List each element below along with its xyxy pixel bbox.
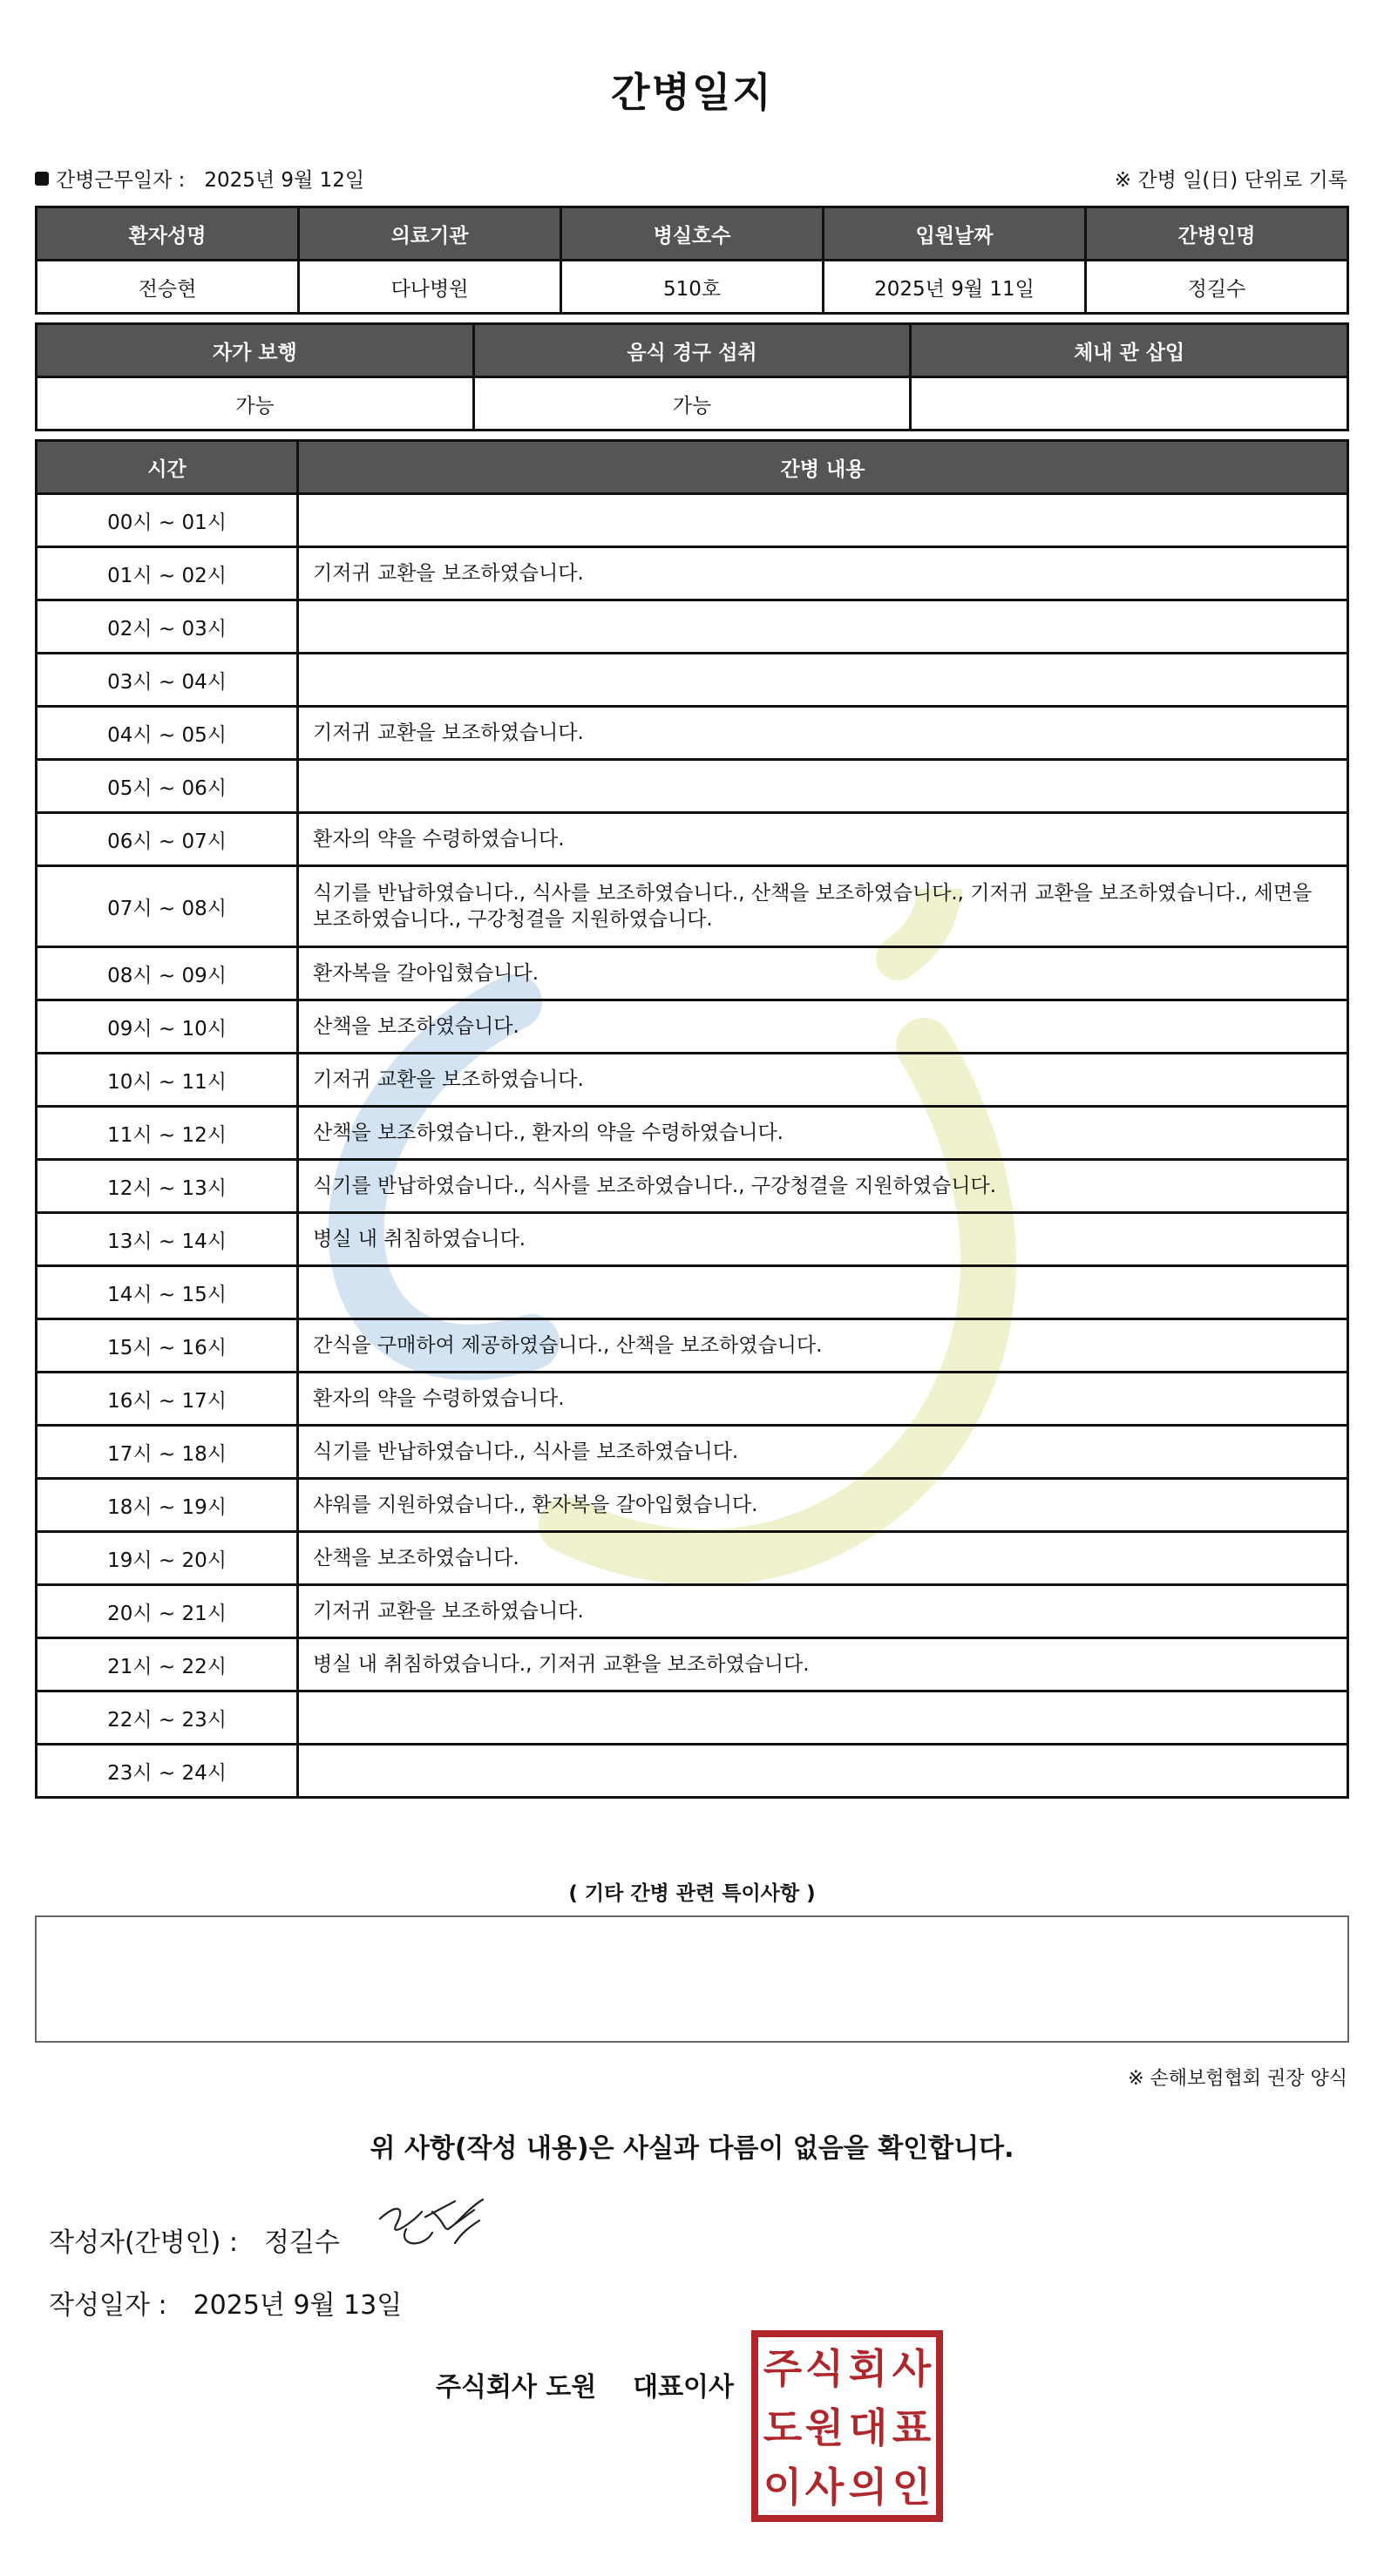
svg-text:인: 인 [892, 2464, 932, 2511]
writer-name: 정길수 [263, 2227, 340, 2258]
log-content-cell: 기저귀 교환을 보조하였습니다. [298, 547, 1348, 600]
log-row [37, 600, 1348, 654]
write-date-row [49, 2283, 402, 2322]
log-content-cell [298, 760, 1348, 813]
svg-text:사: 사 [804, 2464, 845, 2511]
content-column-header: 간병 내용 [298, 441, 1348, 494]
write-date-value: 2025년 9월 13일 [193, 2290, 403, 2321]
log-time-cell: 09시 ~ 10시 [37, 1000, 298, 1054]
confirmation-statement: 위 사항(작성 내용)은 사실과 다름이 없음을 확인합니다. [370, 2133, 1014, 2164]
log-time-cell: 14시 ~ 15시 [37, 1266, 298, 1319]
patient-info-table [35, 206, 1349, 315]
self-walking-cell: 가능 [37, 377, 474, 430]
work-date-label: 간병근무일자 : [56, 169, 186, 192]
log-time-cell: 05시 ~ 06시 [37, 760, 298, 813]
log-content-cell: 병실 내 취침하였습니다., 기저귀 교환을 보조하였습니다. [298, 1638, 1348, 1691]
svg-text:사: 사 [892, 2345, 932, 2392]
log-time-cell: 16시 ~ 17시 [37, 1373, 298, 1426]
log-time-cell: 10시 ~ 11시 [37, 1054, 298, 1107]
log-row [37, 1691, 1348, 1745]
log-content-cell [298, 654, 1348, 707]
log-row [37, 1054, 1348, 1107]
log-time-cell: 22시 ~ 23시 [37, 1691, 298, 1745]
log-time-cell: 13시 ~ 14시 [37, 1213, 298, 1266]
log-content-cell: 기저귀 교환을 보조하였습니다. [298, 707, 1348, 760]
log-row [37, 1745, 1348, 1798]
log-time-cell: 15시 ~ 16시 [37, 1319, 298, 1373]
log-content-cell: 기저귀 교환을 보조하였습니다. [298, 1585, 1348, 1638]
log-time-cell: 02시 ~ 03시 [37, 600, 298, 654]
time-column-header: 시간 [37, 441, 298, 494]
log-content-cell: 샤워를 지원하였습니다., 환자복을 갈아입혔습니다. [298, 1479, 1348, 1532]
log-time-cell: 07시 ~ 08시 [37, 866, 298, 947]
log-row [37, 1213, 1348, 1266]
log-content-cell: 식기를 반납하였습니다., 식사를 보조하였습니다., 구강청결을 지원하였습니다. [298, 1160, 1348, 1213]
log-time-cell: 04시 ~ 05시 [37, 707, 298, 760]
work-date-value: 2025년 9월 12일 [204, 169, 365, 192]
tube-insertion-cell [911, 377, 1348, 430]
log-content-cell: 기저귀 교환을 보조하였습니다. [298, 1054, 1348, 1107]
log-time-cell: 21시 ~ 22시 [37, 1638, 298, 1691]
recommended-form-note: ※ 손해보험협회 권장 양식 [1128, 2068, 1347, 2090]
page-title: 간병일지 [611, 69, 773, 116]
log-content-cell: 환자의 약을 수령하였습니다. [298, 1373, 1348, 1426]
patient-name-header: 환자성명 [37, 207, 299, 261]
log-row [37, 947, 1348, 1000]
svg-text:도: 도 [763, 2404, 803, 2451]
log-row [37, 707, 1348, 760]
log-content-cell [298, 1266, 1348, 1319]
admission-date-header: 입원날짜 [824, 207, 1086, 261]
hospital-header: 의료기관 [299, 207, 561, 261]
log-row [37, 547, 1348, 600]
svg-text:대: 대 [848, 2404, 888, 2451]
log-content-cell: 산책을 보조하였습니다., 환자의 약을 수령하였습니다. [298, 1107, 1348, 1160]
log-content-cell [298, 1691, 1348, 1745]
patient-name-cell: 전승현 [37, 261, 299, 314]
log-content-cell: 간식을 구매하여 제공하였습니다., 산책을 보조하였습니다. [298, 1319, 1348, 1373]
svg-text:원: 원 [804, 2404, 845, 2451]
care-log-table [35, 439, 1349, 1799]
log-row [37, 1000, 1348, 1054]
log-content-cell: 산책을 보조하였습니다. [298, 1532, 1348, 1585]
room-cell: 510호 [561, 261, 824, 314]
svg-text:표: 표 [892, 2404, 932, 2451]
log-row [37, 494, 1348, 547]
log-content-cell [298, 1745, 1348, 1798]
admission-date-cell: 2025년 9월 11일 [824, 261, 1086, 314]
company-seal-stamp [750, 2329, 945, 2524]
log-time-cell: 12시 ~ 13시 [37, 1160, 298, 1213]
log-row [37, 1373, 1348, 1426]
caregiver-name-cell: 정길수 [1086, 261, 1348, 314]
log-content-cell: 환자의 약을 수령하였습니다. [298, 813, 1348, 866]
log-row [37, 1532, 1348, 1585]
self-walking-header: 자가 보행 [37, 324, 474, 377]
log-row [37, 654, 1348, 707]
log-time-cell: 11시 ~ 12시 [37, 1107, 298, 1160]
log-content-cell: 산책을 보조하였습니다. [298, 1000, 1348, 1054]
special-notes-box [35, 1915, 1349, 2043]
caregiver-name-header: 간병인명 [1086, 207, 1348, 261]
write-date-label: 작성일자 : [49, 2290, 167, 2321]
svg-text:이: 이 [763, 2464, 803, 2511]
log-time-cell: 08시 ~ 09시 [37, 947, 298, 1000]
bullet-square-icon [35, 172, 49, 186]
company-representative: 주식회사 도원 대표이사 [436, 2372, 735, 2403]
svg-text:의: 의 [848, 2464, 888, 2511]
special-notes-title: ( 기타 간병 관련 특이사항 ) [568, 1882, 816, 1905]
log-row [37, 760, 1348, 813]
log-time-cell: 20시 ~ 21시 [37, 1585, 298, 1638]
tube-insertion-header: 체내 관 삽입 [911, 324, 1348, 377]
log-content-cell: 환자복을 갈아입혔습니다. [298, 947, 1348, 1000]
svg-text:회: 회 [848, 2345, 888, 2392]
room-header: 병실호수 [561, 207, 824, 261]
log-time-cell: 19시 ~ 20시 [37, 1532, 298, 1585]
log-row [37, 1266, 1348, 1319]
log-content-cell: 식기를 반납하였습니다., 식사를 보조하였습니다. [298, 1426, 1348, 1479]
log-row [37, 866, 1348, 947]
unit-note: ※ 간병 일(日) 단위로 기록 [1114, 169, 1347, 192]
log-row [37, 1107, 1348, 1160]
log-row [37, 1638, 1348, 1691]
log-row [37, 1319, 1348, 1373]
log-time-cell: 17시 ~ 18시 [37, 1426, 298, 1479]
ability-table [35, 322, 1349, 431]
log-row [37, 1585, 1348, 1638]
handwritten-signature [371, 2194, 493, 2257]
writer-label: 작성자(간병인) : [49, 2227, 238, 2258]
log-content-cell: 식기를 반납하였습니다., 식사를 보조하였습니다., 산책을 보조하였습니다., 기저귀 교환을 보조하였습니다., 세면을 보조하였습니다., 구강청결을 지원하였습니다. [298, 866, 1348, 947]
log-time-cell: 00시 ~ 01시 [37, 494, 298, 547]
log-time-cell: 18시 ~ 19시 [37, 1479, 298, 1532]
svg-text:식: 식 [804, 2345, 845, 2392]
log-content-cell [298, 600, 1348, 654]
log-time-cell: 01시 ~ 02시 [37, 547, 298, 600]
log-row [37, 1479, 1348, 1532]
writer-row [49, 2220, 340, 2259]
log-content-cell [298, 494, 1348, 547]
hospital-cell: 다나병원 [299, 261, 561, 314]
log-content-cell: 병실 내 취침하였습니다. [298, 1213, 1348, 1266]
oral-intake-cell: 가능 [473, 377, 911, 430]
log-time-cell: 06시 ~ 07시 [37, 813, 298, 866]
log-row [37, 1160, 1348, 1213]
work-date-row [35, 164, 364, 193]
log-row [37, 1426, 1348, 1479]
log-row [37, 813, 1348, 866]
log-time-cell: 03시 ~ 04시 [37, 654, 298, 707]
oral-intake-header: 음식 경구 섭취 [473, 324, 911, 377]
log-time-cell: 23시 ~ 24시 [37, 1745, 298, 1798]
svg-text:주: 주 [763, 2345, 803, 2392]
